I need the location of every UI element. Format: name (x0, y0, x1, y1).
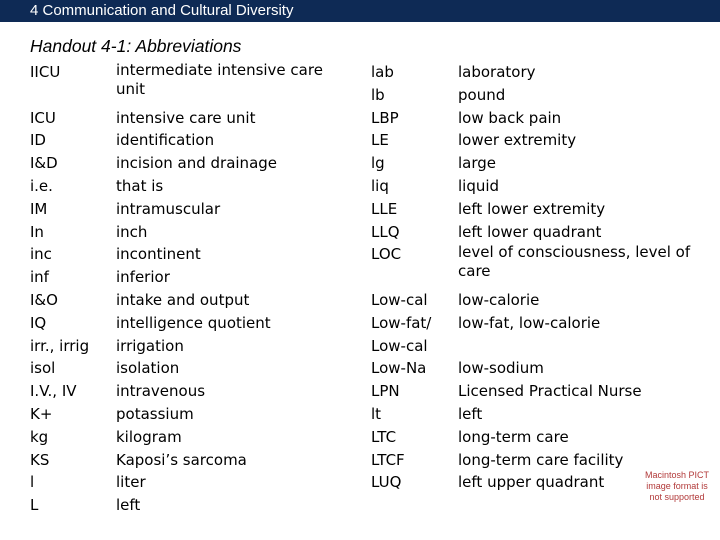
abbreviation: LLE (371, 199, 398, 218)
abbreviation: LPN (371, 382, 400, 401)
definition: laboratory (458, 63, 536, 81)
left-definition-column (116, 61, 356, 517)
definition: low-sodium (458, 359, 544, 378)
abbreviation: IICU (30, 63, 61, 81)
definition: left lower quadrant (458, 222, 602, 241)
abbreviation: inf (30, 268, 49, 287)
definition: long-term care (458, 427, 569, 446)
abbreviation: LE (371, 131, 389, 150)
definition: intramuscular (116, 199, 221, 218)
definition: that is (116, 176, 164, 195)
definition: left upper quadrant (458, 473, 605, 492)
definition: liquid (458, 176, 500, 195)
abbreviation: KS (30, 450, 50, 469)
definition: Licensed Practical Nurse (458, 382, 642, 401)
definition: isolation (116, 359, 180, 378)
abbreviation: LOC (371, 245, 402, 264)
chapter-title: 4 Communication and Cultural Diversity (30, 2, 294, 19)
abbreviation: lg (371, 154, 385, 173)
abbreviation: LBP (371, 108, 399, 127)
abbreviation: I&O (30, 290, 58, 309)
abbreviation: LTCF (371, 450, 405, 469)
header-bar (0, 0, 720, 22)
definition: potassium (116, 404, 194, 423)
definition: Kaposi’s sarcoma (116, 450, 247, 469)
definition: intravenous (116, 382, 206, 401)
abbreviation: ID (30, 131, 46, 150)
abbreviation: LUQ (371, 473, 402, 492)
definition: intensive care unit (116, 108, 256, 127)
abbreviation: ICU (30, 108, 56, 127)
right-definition-column (458, 61, 694, 494)
abbreviation: I.V., IV (30, 382, 77, 401)
abbreviation: In (30, 222, 44, 241)
row-spacer (371, 266, 457, 289)
definition: pound (458, 85, 506, 104)
unsupported-image-placeholder: Macintosh PICT image format is not supported (644, 470, 710, 502)
definition: inferior (116, 268, 170, 287)
abbreviation: liq (371, 176, 389, 195)
abbreviation: Low-cal (371, 336, 428, 355)
definition: left lower extremity (458, 199, 606, 218)
abbreviation: LTC (371, 427, 397, 446)
definition: intake and output (116, 290, 250, 309)
abbreviation: inc (30, 245, 52, 264)
abbreviation: lab (371, 63, 394, 81)
definition: left (116, 496, 141, 515)
definition (458, 335, 694, 358)
abbreviation: K+ (30, 404, 53, 423)
abbreviation: IM (30, 199, 48, 218)
definition: low back pain (458, 108, 562, 127)
abbreviation: isol (30, 359, 56, 378)
abbreviation: L (30, 496, 39, 515)
definition: long-term care facility (458, 450, 624, 469)
abbreviation: lt (371, 404, 382, 423)
abbreviation: Low-fat/ (371, 313, 432, 332)
definition: large (458, 154, 497, 173)
definition: intelligence quotient (116, 313, 271, 332)
abbreviation: kg (30, 427, 49, 446)
definition: intermediate intensive care unit (116, 61, 323, 98)
abbreviation: lb (371, 85, 385, 104)
row-spacer (30, 84, 112, 107)
definition: lower extremity (458, 131, 577, 150)
right-abbreviation-column (371, 61, 457, 494)
definition: incision and drainage (116, 154, 278, 173)
abbreviation: l (30, 473, 35, 492)
definition: low-calorie (458, 290, 540, 309)
abbreviation: irr., irrig (30, 336, 90, 355)
abbreviation: Low-Na (371, 359, 427, 378)
abbreviation: LLQ (371, 222, 400, 241)
definition: level of consciousness, level of care (458, 243, 691, 281)
abbreviation: Low-cal (371, 290, 428, 309)
definition: incontinent (116, 245, 201, 264)
left-abbreviation-column (30, 61, 112, 517)
definition: liter (116, 473, 146, 492)
definition: inch (116, 222, 148, 241)
definition: kilogram (116, 427, 182, 446)
abbreviation: i.e. (30, 176, 53, 195)
definition: identification (116, 131, 215, 150)
definition: low-fat, low-calorie (458, 313, 601, 332)
abbreviation: I&D (30, 154, 58, 173)
handout-title: Handout 4-1: Abbreviations (30, 36, 242, 56)
abbreviation: IQ (30, 313, 47, 332)
definition: irrigation (116, 336, 184, 355)
definition: left (458, 404, 483, 423)
